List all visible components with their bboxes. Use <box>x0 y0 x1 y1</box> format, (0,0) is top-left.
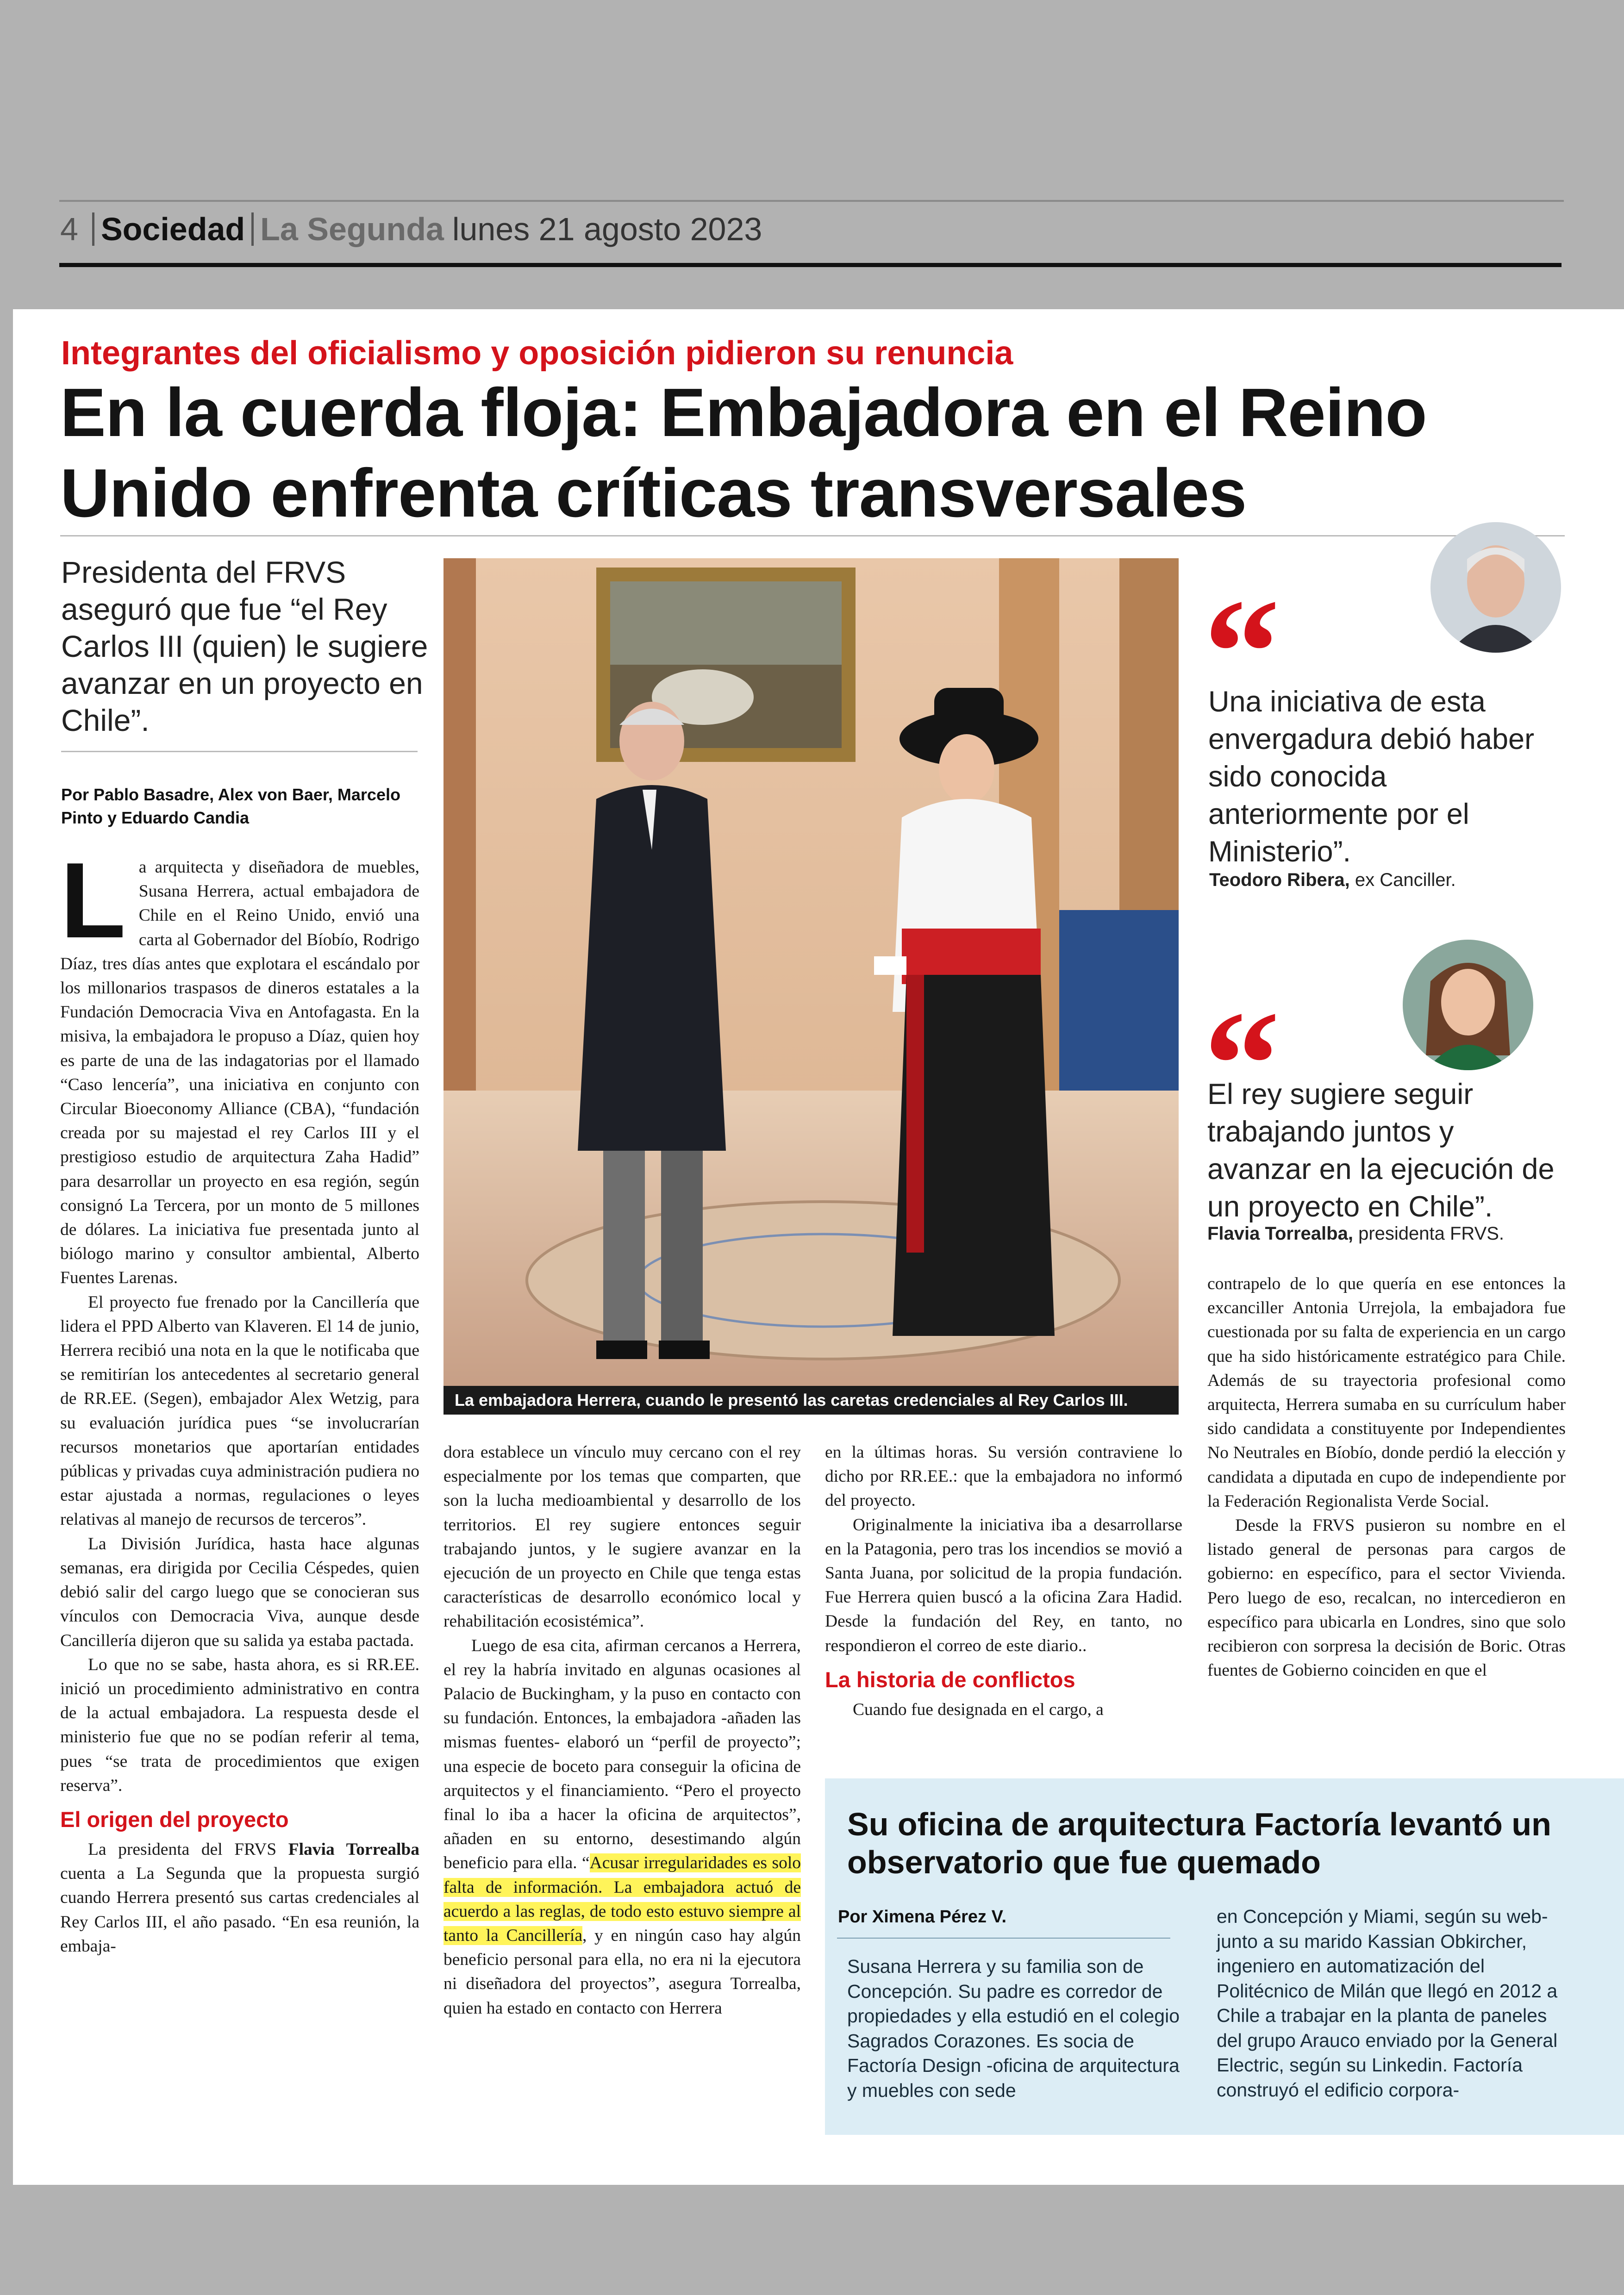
photo-illustration <box>443 558 1179 1386</box>
portrait-illustration <box>1430 522 1561 653</box>
pull-quote-attribution <box>1209 868 1561 892</box>
paragraph-text: cuenta a La Segunda que la propuesta surgió cuando Herrera presentó sus cartas credenciales al Rey Carlos III, el año pasado. “En esa reunión, la embaja- <box>60 1864 419 1956</box>
page-number: 4 <box>60 211 78 247</box>
pull-quote-text: El rey sugiere seguir trabajando juntos y avanzar en la ejecución de un proyecto en Chile”. <box>1207 1078 1555 1223</box>
article-column-4 <box>1207 1272 1566 1683</box>
avatar-teodoro-ribera <box>1430 522 1561 653</box>
quote-author: Teodoro Ribera, <box>1209 870 1350 890</box>
article-byline: Por Pablo Basadre, Alex von Baer, Marcelo Pinto y Eduardo Candia <box>61 785 400 827</box>
body-paragraph: La División Jurídica, hasta hace algunas semanas, era dirigida por Cecilia Céspedes, quien debió salir del cargo luego que se conocieran sus vínculos con Democracia Viva, aunque desde Cancillería dijeron que su salida ya estaba pactada. <box>60 1534 419 1650</box>
body-paragraph: Cuando fue designada en el cargo, a <box>853 1700 1104 1719</box>
sidebar-column-1: Susana Herrera y su familia son de Concepción. Su padre es corredor de propiedades y ella estudió en el colegio Sagrados Corazones. Es socia de Factoría Design -oficina de arquitectura y muebles con sede <box>847 1956 1180 2101</box>
body-paragraph: Originalmente la iniciativa iba a desarrollarse en la Patagonia, pero tras los incendios se movió a Santa Juana, por solicitud de la propia fundación. Fue Herrera quien buscó a la oficina Zara Hadid. Desde la fundación del Rey, en tanto, no respondieron el correo de este diario.. <box>825 1515 1182 1655</box>
body-paragraph: Desde la FRVS pusieron su nombre en el listado general de personas para cargos de gobierno: en específico, para el sector Vivienda. Pero luego de eso, recalcan, no intercedieron en específico para ubicarla en Londres, sino que solo recibieron con sorpresa la decisión de Boric. Otras fuentes de Gobierno coinciden en que el <box>1207 1516 1566 1680</box>
person-name: Flavia Torrealba <box>288 1840 419 1859</box>
drop-cap: L <box>60 841 126 960</box>
body-paragraph <box>60 1838 419 1958</box>
paragraph-text: a arquitecta y diseñadora de muebles, Susana Herrera, actual embajadora de Chile en el Reino Unido, envió una carta al Gobernador del Bíobío, Rodrigo Díaz, tres días antes que explotara el escándalo por los millonarios traspasos de dineros estatales a la Fundación Democracia Viva en Antofagasta. En la misiva, la embajadora le propuso a Díaz, quien hoy es parte de una de las indagatorias por el llamado “Caso lencería”, una iniciativa en conjunto con Circular Bioeconomy Alliance (CBA), “fundación creada por su majestad el rey Carlos III y el prestigioso estudio de arquitectura Zaha Hadid” para desarrollar un proyecto en esa región, según consignó La Tercera, por un monto de 5 millones de dólares. La iniciativa fue presentada junto al biólogo marino y consultor ambiental, Alberto Fuentes Larenas. <box>60 858 419 1288</box>
newspaper-name: La Segunda <box>260 211 444 247</box>
article-column-1 <box>60 841 419 1958</box>
header-divider <box>251 212 254 246</box>
header-top-rule <box>59 200 1564 202</box>
body-paragraph <box>443 1634 801 2021</box>
pull-quote-attribution <box>1207 1222 1559 1245</box>
quote-mark-icon: “ <box>1204 568 1280 737</box>
quote-mark-icon: “ <box>1204 980 1280 1149</box>
article-photo <box>443 558 1179 1386</box>
pull-quote-text: Una iniciativa de esta envergadura debió haber sido conocida anteriormente por el Ministerio”. <box>1208 686 1535 868</box>
photo-caption: La embajadora Herrera, cuando le presentó las caretas credenciales al Rey Carlos III. <box>443 1386 1179 1415</box>
page-header <box>60 208 762 250</box>
quote-role: presidenta FRVS. <box>1353 1223 1505 1244</box>
highlighted-quote: Acusar irregularidades es solo falta de información. La embajadora actuó de acuerdo a las reglas, de todo esto estuvo siempre al tanto la Cancillería <box>443 1853 801 1946</box>
issue-date: lunes 21 agosto 2023 <box>452 211 762 247</box>
article-column-3 <box>825 1441 1182 1722</box>
sidebar-title: Su oficina de arquitectura Factoría levantó un observatorio que fue quemado <box>847 1806 1551 1880</box>
portrait-illustration <box>1403 940 1533 1070</box>
body-paragraph: contrapelo de lo que quería en ese entonces la excanciller Antonia Urrejola, la embajadora fue cuestionada por su falta de experiencia en un cargo que ha sido históricamente estratégico para Chile. Además de su trayectoria profesional como arquitecta, Herrera sumaba en su currículum haber sido candidata a constituyente por Independientes No Neutrales en Bíobío, donde perdió la elección y candidata a diputada en cupo de independiente por la Federación Regionalista Verde Social. <box>1207 1274 1566 1511</box>
subhead-conflicts: La historia de conflictos <box>825 1667 1075 1692</box>
article-kicker: Integrantes del oficialismo y oposición pidieron su renuncia <box>61 335 1013 372</box>
sidebar-column-2: en Concepción y Miami, según su web- junto a su marido Kassian Obkircher, ingeniero en automatización del Politécnico de Milán que llegó en 2012 a Chile a trabajar en la planta de paneles del grupo Arauco enviado por la General Electric, según su Linkedin. Factoría construyó el edificio corpora- <box>1217 1906 1558 2101</box>
paragraph-text: Luego de esa cita, afirman cercanos a Herrera, el rey la habría invitado en algunas ocasiones al Palacio de Buckingham, y la puso en contacto con su fundación. Entonces, la embajadora -añaden las mismas fuentes- elaboró un “perfil de proyecto”; una especie de boceto para conseguir la oficina de arquitectos y el financiamiento. “Pero el proyecto final lo iba a hacer la oficina de arquitectos”, añaden en su entorno, desestimando algún beneficio para ella. “ <box>443 1636 801 1873</box>
avatar-flavia-torrealba <box>1403 940 1533 1070</box>
quote-author: Flavia Torrealba, <box>1207 1223 1353 1244</box>
body-paragraph: dora establece un vínculo muy cercano con el rey especialmente por los temas que comparten, que son la lucha medioambiental y desarrollo de los territorios. El rey sugiere entonces seguir trabajando juntos, y le sugiere avanzar en la ejecución de un proyecto en Chile que tenga estas características de desarrollo económico local y rehabilitación ecosistémica”. <box>443 1443 801 1631</box>
body-paragraph: El proyecto fue frenado por la Cancillería que lidera el PPD Alberto van Klaveren. El 14 de junio, Herrera recibió una nota en la que le notificaba que se remitirían los antecedentes al secretario general de RR.EE. (Segen), embajador Alex Wetzig, para su evaluación jurídica pues “se involucrarían recursos monetarios que aportarían entidades públicas y privadas cuya administración pudiera no estar ajustada a normas, regulaciones o leyes relativas al manejo de recursos de terceros”. <box>60 1292 419 1529</box>
quote-role: ex Canciller. <box>1349 870 1456 890</box>
sidebar-byline: Por Ximena Pérez V. <box>838 1907 1007 1927</box>
sidebar-rule <box>837 1938 1170 1939</box>
body-paragraph <box>60 841 419 1291</box>
article-deck: Presidenta del FRVS aseguró que fue “el Rey Carlos III (quien) le sugiere avanzar en un proyecto en Chile”. <box>61 555 428 737</box>
body-paragraph: en la últimas horas. Su versión contraviene lo dicho por RR.EE.: que la embajadora no informó del proyecto. <box>825 1443 1182 1510</box>
article-headline: En la cuerda floja: Embajadora en el Reino Unido enfrenta críticas transversales <box>60 374 1427 531</box>
body-paragraph: Lo que no se sabe, hasta ahora, es si RR.EE. inició un procedimiento administrativo en contra de la actual embajadora. La respuesta desde el ministerio fue que no se podían referir al tema, pues “se trata de procedimientos que exigen reserva”. <box>60 1655 419 1795</box>
paragraph-text: La presidenta del FRVS <box>88 1840 288 1859</box>
deck-rule <box>61 751 418 752</box>
subhead-origin: El origen del proyecto <box>60 1807 289 1832</box>
paragraph-text: , y en ningún caso hay algún beneficio personal para ella, no era ni la ejecutora ni diseñadora del proyectos”, asegura Torrealba, quien ha estado en contacto con Herrera <box>443 1926 801 2018</box>
section-name: Sociedad <box>100 211 245 247</box>
headline-rule <box>60 535 1565 536</box>
header-bottom-rule <box>59 263 1562 267</box>
article-column-2 <box>443 1441 801 2021</box>
header-divider <box>92 212 94 246</box>
